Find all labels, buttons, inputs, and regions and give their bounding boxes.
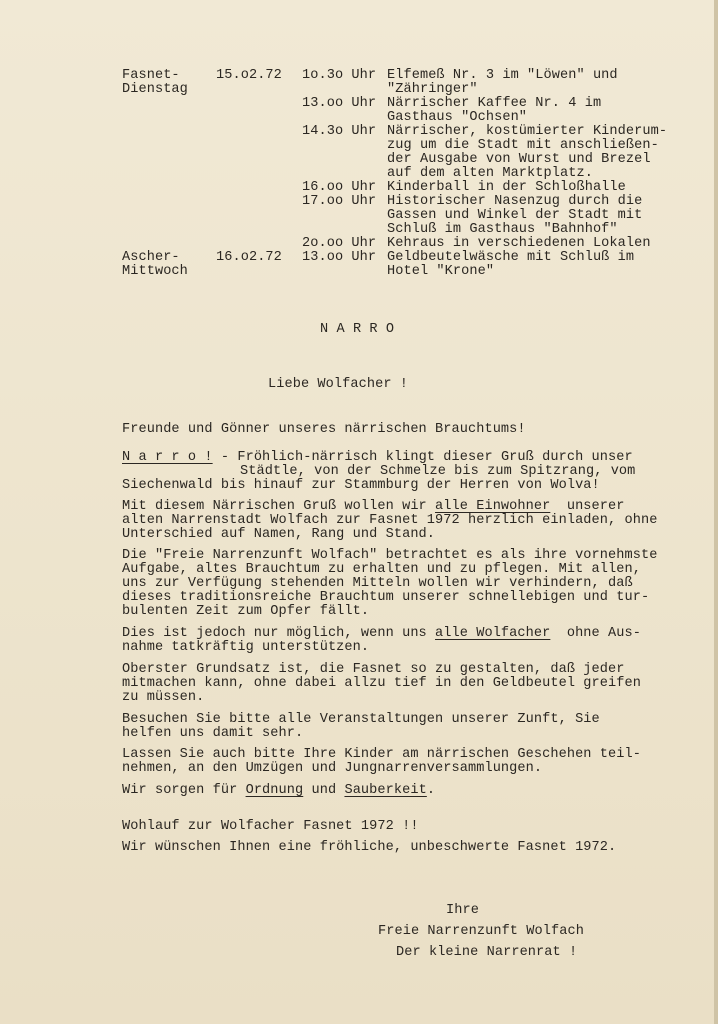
paragraph-line: uns zur Verfügung stehenden Mitteln wollen wir verhindern, daß [122,576,633,591]
paragraph-line: nahme tatkräftig unterstützen. [122,640,370,655]
event-time: 14.3o Uhr [302,124,377,139]
event-time: 1o.3o Uhr [302,68,377,83]
closing-line: Wohlauf zur Wolfacher Fasnet 1972 !! [122,819,419,834]
paragraph-line: zu müssen. [122,690,205,705]
event-text: der Ausgabe von Wurst und Brezel [387,152,651,167]
paragraph-line: Dies ist jedoch nur möglich, wenn uns alle Wolfacher ohne Aus- [122,626,641,641]
paragraph-line: Oberster Grundsatz ist, die Fasnet so zu gestalten, daß jeder [122,662,625,677]
event-text: Geldbeutelwäsche mit Schluß im [387,250,635,265]
paragraph-line: Unterschied auf Namen, Rang und Stand. [122,527,436,542]
day-label: Mittwoch [122,264,188,279]
paragraph-line: Städtle, von der Schmelze bis zum Spitzrang, vom [240,464,636,479]
event-text: Närrischer, kostümierter Kinderum- [387,124,668,139]
paragraph-line: helfen uns damit sehr. [122,726,304,741]
event-text: Närrischer Kaffee Nr. 4 im [387,96,602,111]
underlined-phrase: alle Wolfacher [435,626,551,641]
paragraph-line: Mit diesem Närrischen Gruß wollen wir alle Einwohner unserer [122,499,625,514]
event-text: Kinderball in der Schloßhalle [387,180,626,195]
paragraph-line: mitmachen kann, ohne dabei allzu tief in den Geldbeutel greifen [122,676,641,691]
event-time: 16.oo Uhr [302,180,377,195]
date-label: 16.o2.72 [216,250,282,265]
closing-line: Wir wünschen Ihnen eine fröhliche, unbeschwerte Fasnet 1972. [122,840,617,855]
event-text: auf dem alten Marktplatz. [387,166,593,181]
narro-heading: N A R R O [320,322,395,337]
underlined-phrase: Ordnung [245,783,304,798]
paragraph-line: bulenten Zeit zum Opfer fällt. [122,604,370,619]
paragraph-line: alten Narrenstadt Wolfach zur Fasnet 1972 herzlich einladen, ohne [122,513,658,528]
event-time: 13.oo Uhr [302,250,377,265]
event-text: Schluß im Gasthaus "Bahnhof" [387,222,618,237]
narro-call: N a r r o ! [122,450,213,465]
paragraph-line: Siechenwald bis hinauf zur Stammburg der Herren von Wolva! [122,478,600,493]
signature-line: Freie Narrenzunft Wolfach [378,924,584,939]
paragraph-line: nehmen, an den Umzügen und Jungnarrenversammlungen. [122,761,543,776]
paragraph-line: Lassen Sie auch bitte Ihre Kinder am närrischen Geschehen teil- [122,747,641,762]
signature-line: Ihre [446,903,479,918]
event-text: Gasthaus "Ochsen" [387,110,528,125]
event-time: 17.oo Uhr [302,194,377,209]
date-label: 15.o2.72 [216,68,282,83]
event-text: Gassen und Winkel der Stadt mit [387,208,643,223]
paragraph-line: dieses traditionsreiche Brauchtum unserer schnellebigen und tur- [122,590,650,605]
event-time: 2o.oo Uhr [302,236,377,251]
event-text: Kehraus in verschiedenen Lokalen [387,236,651,251]
underlined-phrase: alle Einwohner [435,499,551,514]
underlined-phrase: Sauberkeit [344,783,427,798]
event-text: Elfemeß Nr. 3 im "Löwen" und [387,68,618,83]
paragraph-line: Besuchen Sie bitte alle Veranstaltungen unserer Zunft, Sie [122,712,600,727]
event-text: "Zähringer" [387,82,478,97]
signature-line: Der kleine Narrenrat ! [396,945,578,960]
event-text: Hotel "Krone" [387,264,495,279]
event-time: 13.oo Uhr [302,96,377,111]
day-label: Dienstag [122,82,188,97]
day-label: Ascher- [122,250,180,265]
event-text: Historischer Nasenzug durch die [387,194,643,209]
event-text: zug um die Stadt mit anschließen- [387,138,659,153]
paragraph-line: Die "Freie Narrenzunft Wolfach" betrachtet es als ihre vornehmste [122,548,658,563]
paragraph-line: Wir sorgen für Ordnung und Sauberkeit. [122,783,436,798]
greeting: Freunde und Gönner unseres närrischen Brauchtums! [122,422,526,437]
day-label: Fasnet- [122,68,180,83]
salutation: Liebe Wolfacher ! [268,377,409,392]
paragraph-line: Aufgabe, altes Brauchtum zu erhalten und zu pflegen. Mit allen, [122,562,641,577]
paragraph-line: N a r r o ! - Fröhlich-närrisch klingt dieser Gruß durch unser [122,450,633,465]
